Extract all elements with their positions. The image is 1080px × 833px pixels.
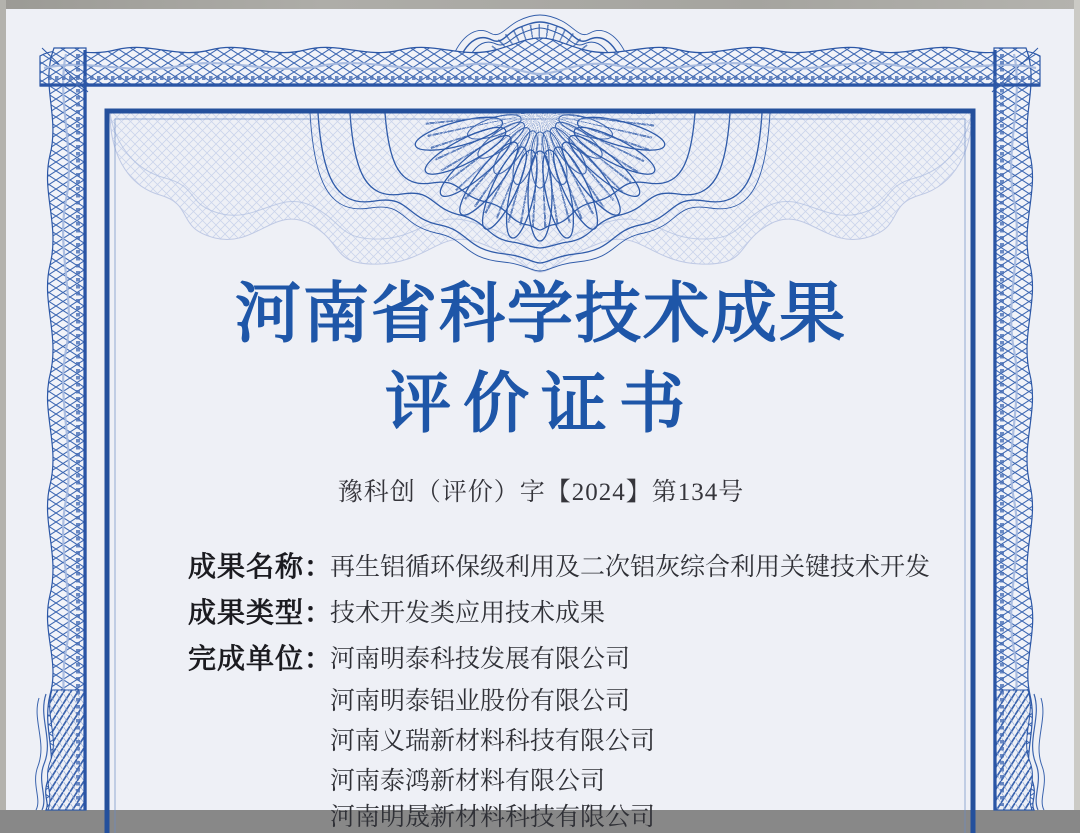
field-label-achievement-name: 成果名称： [188, 551, 334, 582]
certificate-title-line2: 评价证书 [385, 366, 697, 440]
field-label-achievement-type: 成果类型： [188, 597, 334, 628]
field-value-unit-2: 河南明泰铝业股份有限公司 [330, 688, 631, 715]
field-value-unit-4: 河南泰鸿新材料有限公司 [330, 768, 606, 795]
field-value-unit-1: 河南明泰科技发展有限公司 [330, 646, 631, 673]
scan-edge-top [0, 0, 1080, 9]
field-value-achievement-type: 技术开发类应用技术成果 [330, 600, 606, 627]
field-value-unit-5-clipped: 河南明晟新材料科技有限公司 [330, 804, 656, 831]
scan-edge-right [1074, 0, 1080, 810]
field-label-completing-units: 完成单位： [188, 643, 334, 674]
field-value-unit-3: 河南义瑞新材料科技有限公司 [330, 728, 656, 755]
field-value-achievement-name: 再生铝循环保级利用及二次铝灰综合利用关键技术开发 [330, 554, 931, 581]
scan-edge-left [0, 0, 6, 810]
certificate-number: 豫科创（评价）字【2024】第134号 [337, 479, 745, 506]
certificate-title-line1: 河南省科学技术成果 [235, 276, 847, 350]
